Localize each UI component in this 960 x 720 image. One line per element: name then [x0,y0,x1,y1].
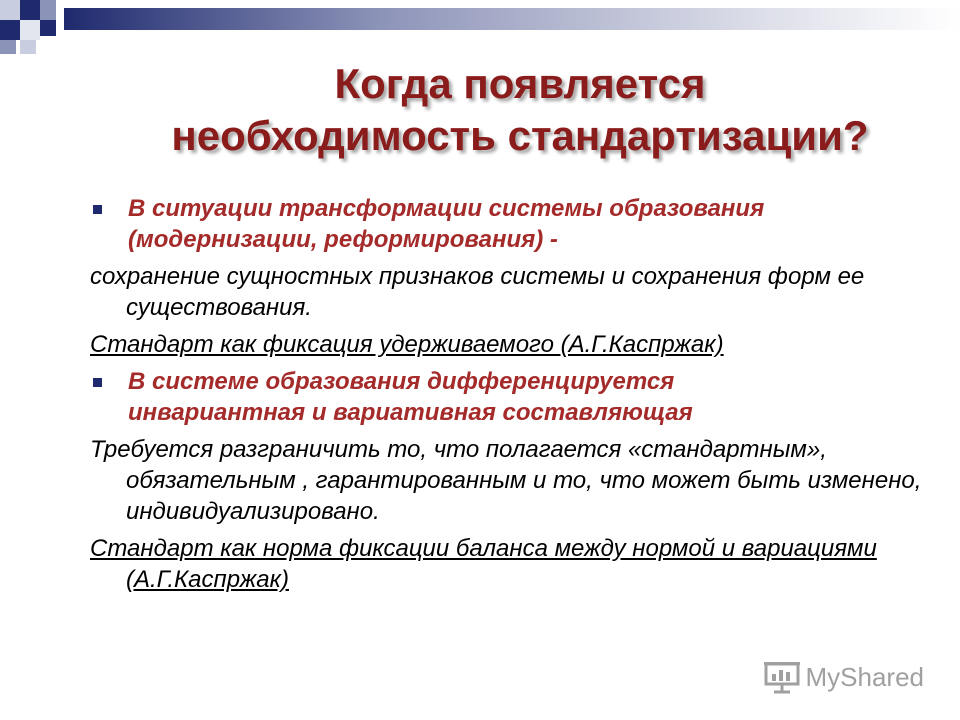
header-decoration [0,0,960,60]
title-line-1: Когда появляется [334,60,706,107]
paragraph-standard-fixation: Стандарт как фиксация удерживаемого (А.Г.Каспржак) [90,331,724,358]
bullet-2-line-1: В системе образования дифференцируется [128,368,675,395]
bullet-2-line-2: инвариантная и вариативная составляющая [128,399,693,426]
bullet-1-line-1: В ситуации трансформации системы образования [128,195,765,222]
bullet-item-differentiation [90,366,930,428]
title-line-2: необходимость стандартизации? [171,112,869,159]
watermark-label: MyShared [805,661,924,692]
paragraph-standard-balance: Стандарт как норма фиксации баланса между нормой и вариациями (А.Г.Каспржак) [90,535,877,593]
square-bullet-icon [93,205,102,214]
slide-body [90,193,930,601]
myshared-watermark [764,660,925,694]
bullet-1-line-2: (модернизации, реформирования) - [128,226,558,253]
paragraph-requirement: Требуется разграничить то, что полагается «стандартным», обязательным , гарантированным и то, что может быть изменено, индивидуализировано. [90,436,922,525]
slide-title [90,58,950,162]
square-bullet-icon [93,378,102,387]
paragraph-preservation: сохранение сущностных признаков системы и сохранения форм ее существования. [90,263,865,321]
presentation-icon [764,660,800,694]
bullet-item-transformation [90,193,930,255]
